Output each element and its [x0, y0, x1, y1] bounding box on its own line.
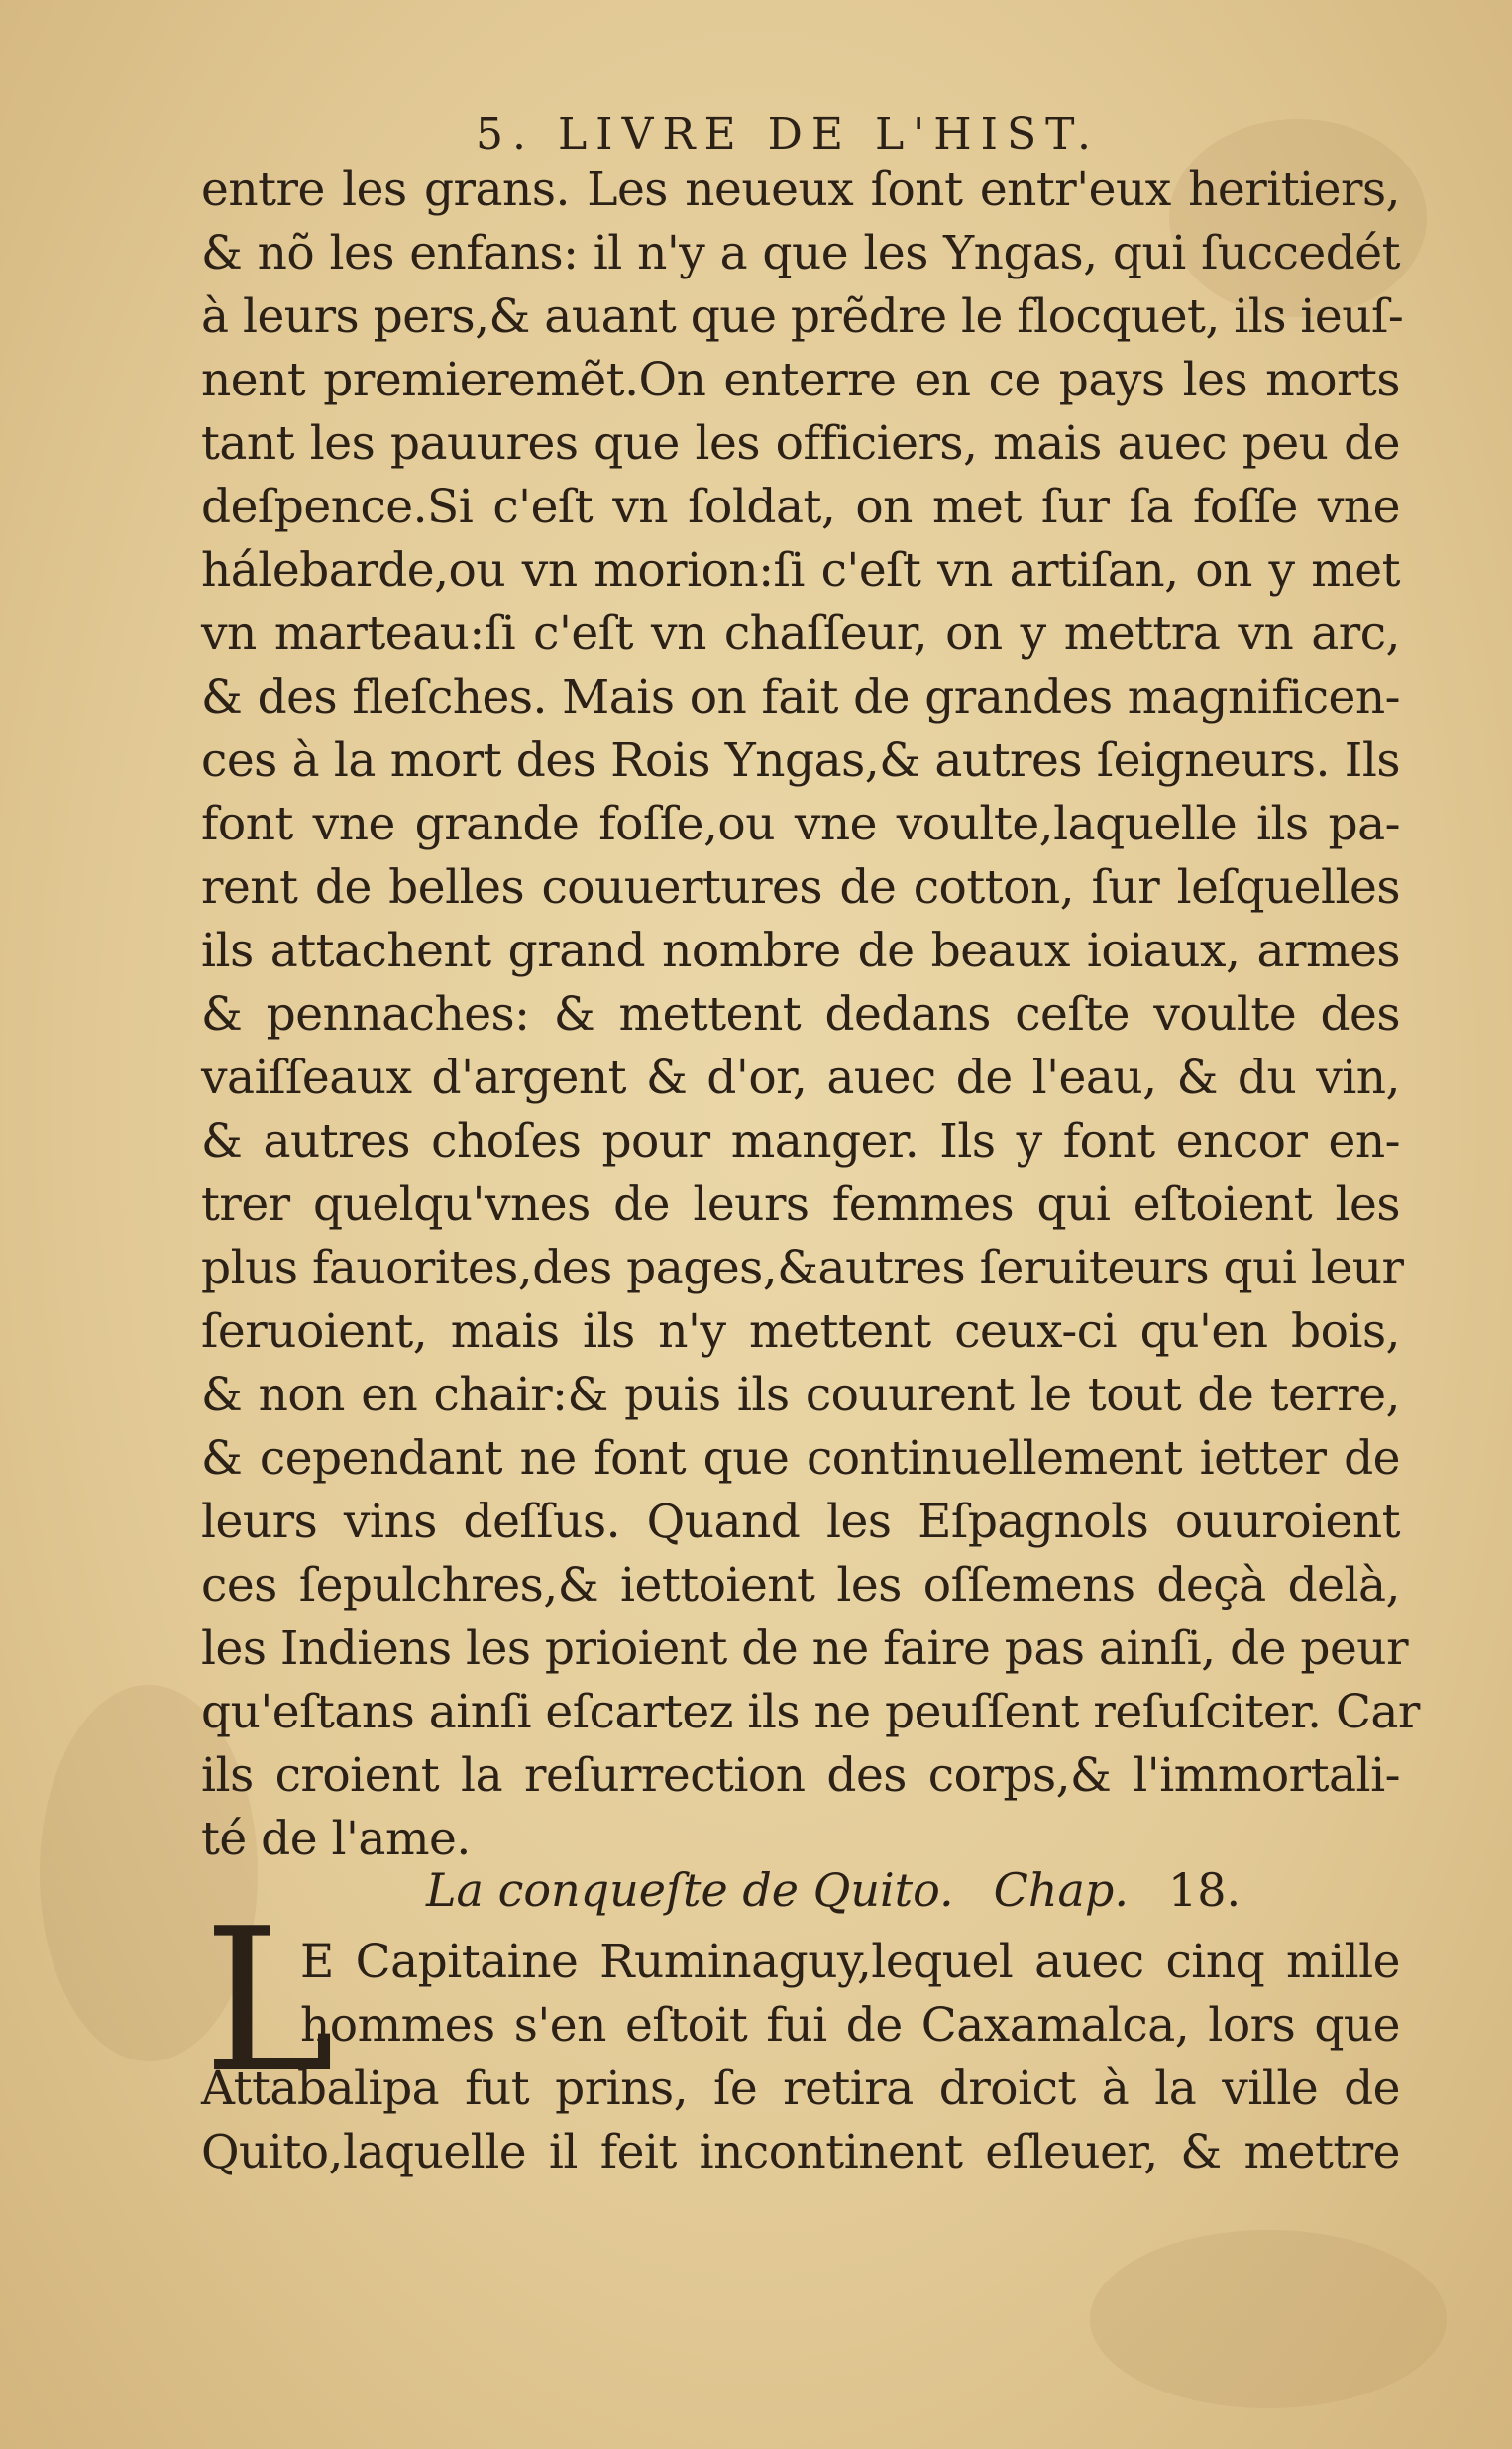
chapter-number: 18.: [1168, 1863, 1242, 1917]
text-line: ſeruoient, mais ils n'y mettent ceux-ci qu'en bois,: [201, 1304, 1400, 1359]
text-line: ils croient la reſurrection des corps,& l'immortali-: [201, 1748, 1400, 1803]
paper-stain: [1090, 2230, 1447, 2408]
text-line: ils attachent grand nombre de beaux ioiaux, armes: [201, 924, 1400, 978]
text-line: trer quelqu'vnes de leurs femmes qui eſtoient les: [201, 1177, 1400, 1232]
text-line: & cependant ne font que continuellement ietter de: [201, 1431, 1400, 1486]
text-line: ces à la mort des Rois Yngas,& autres ſeigneurs. Ils: [201, 733, 1400, 788]
running-head: 5. LIVRE DE L'HIST.: [476, 109, 1101, 160]
text-line: & nõ les enfans: il n'y a que les Yngas, qui ſuccedét: [201, 226, 1400, 280]
text-line: plus fauorites,des pages,&autres ſeruiteurs qui leur: [201, 1241, 1404, 1295]
text-line: & des fleſches. Mais on fait de grandes magnificen-: [201, 670, 1400, 724]
chapter-title: La conqueſte de Quito.: [426, 1863, 954, 1917]
chapter-label: Chap.: [993, 1863, 1129, 1917]
text-line: entre les grans. Les neueux ſont entr'eux heritiers,: [201, 163, 1400, 217]
text-line: à leurs pers,& auant que prẽdre le flocquet, ils ieuſ-: [201, 289, 1404, 344]
body-text: [201, 159, 1420, 1871]
text-line: leurs vins deſſus. Quand les Eſpagnols ouuroient: [201, 1495, 1400, 1549]
text-line: rent de belles couuertures de cotton, ſur leſquelles: [201, 860, 1400, 915]
chapter-text: [201, 1931, 1400, 2184]
text-line: hálebarde,ou vn morion:ſi c'eſt vn artiſan, on y met: [201, 543, 1400, 598]
text-line: té de l'ame.: [201, 1812, 471, 1866]
chapter-heading: [426, 1863, 1242, 1917]
text-line: les Indiens les prioient de ne faire pas ainſi, de peur: [201, 1621, 1409, 1676]
text-line: vn marteau:ſi c'eſt vn chaſſeur, on y mettra vn arc,: [201, 607, 1400, 661]
drop-cap: L: [203, 1886, 335, 2117]
text-line: qu'eſtans ainſi eſcartez ils ne peuſſent reſuſciter. Car: [201, 1685, 1420, 1739]
text-line: Attabalipa fut prins, ſe retira droict à la ville de: [201, 2061, 1400, 2116]
text-line: font vne grande foſſe,ou vne voulte,laquelle ils pa-: [201, 797, 1400, 851]
text-line: tant les pauures que les officiers, mais auec peu de: [201, 416, 1400, 471]
text-line: ces ſepulchres,& iettoient les oſſemens deçà delà,: [201, 1558, 1400, 1613]
text-line: & pennaches: & mettent dedans ceſte voulte des: [201, 987, 1400, 1042]
text-line: & autres choſes pour manger. Ils y font encor en-: [201, 1114, 1400, 1169]
text-line: deſpence.Si c'eſt vn ſoldat, on met ſur ſa foſſe vne: [201, 480, 1400, 534]
text-line: vaiſſeaux d'argent & d'or, auec de l'eau, & du vin,: [201, 1051, 1400, 1105]
text-line: Quito,laquelle il feit incontinent eſleuer, & mettre: [201, 2125, 1400, 2179]
text-line: E Capitaine Ruminaguy,lequel auec cinq mille: [300, 1935, 1400, 1989]
text-line: & non en chair:& puis ils couurent le tout de terre,: [201, 1368, 1400, 1422]
text-line: nent premieremẽt.On enterre en ce pays les morts: [201, 353, 1400, 407]
text-line: hommes s'en eſtoit fui de Caxamalca, lors que: [300, 1998, 1400, 2053]
